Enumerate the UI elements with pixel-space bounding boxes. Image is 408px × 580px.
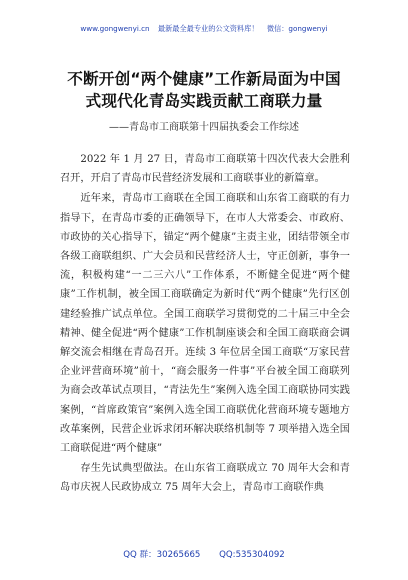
site-slogan: 最新最全最专业的公文资料库！ (157, 24, 259, 33)
title-line-1: 不断开创“两个健康”工作新局面为中国 (67, 70, 341, 88)
page-header (0, 24, 408, 34)
site-url[interactable]: www.gongwenyi.cn (80, 24, 150, 33)
qq-group: QQ 群：30265665 (123, 550, 201, 560)
body-paragraph-2: 近年来，青岛市工商联在全国工商联和山东省工商联的有力指导下，在青岛市委的正确领导下，在市人大常委会、市政府、市政协的关心指导下，锚定“两个健康”主责主业，团结带领全市各级工商联组织、广大会员和民营经济人士，守正创新，事争一流，积极构建“一二三六八”工作体系，不断健全促进“两个健康”工作机制，被全国工商联确定为新时代“两个健康”先行区创建经验推广试点单位。全国工商联学习贯彻党的二十届三中全会精神、健全促进“两个健康”工作机制座谈会和全国工商联商会调解交流会相继在青岛召开。连续 3 年位居全国工商联“万家民营企业评营商环境”前十，“商会服务一件事”平台被全国工商联列为商会改革试点项目，“青法先生”案例入选全国工商联协同实践案例，“首席政策官”案例入选全国工商联优化营商环境专题地方改革案例，民营企业诉求闭环解决联络机制等 7 项举措入选全国工商联促进“两个健康” (60, 193, 350, 455)
title-line-2: 式现代化青岛实践贡献工商联力量 (85, 92, 323, 110)
body-paragraph-1: 2022 年 1 月 27 日，青岛市工商联第十四次代表大会胜利召开，开启了青岛市民营经济发展和工商联事业的新篇章。 (60, 154, 350, 185)
wechat-contact: 微信：gongwenyi (266, 24, 328, 33)
document-title (20, 68, 388, 112)
document-subtitle: ——青岛市工商联第十四届执委会工作综述 (109, 122, 299, 133)
document-body (60, 150, 350, 498)
body-paragraph-3: 存生先试典型做法。在山东省工商联成立 70 周年大会和青岛市庆祝人民政协成立 75 周年大会上，青岛市工商联作典 (60, 463, 350, 494)
qq-contact: QQ:535304092 (219, 550, 285, 560)
page-footer (0, 548, 408, 560)
